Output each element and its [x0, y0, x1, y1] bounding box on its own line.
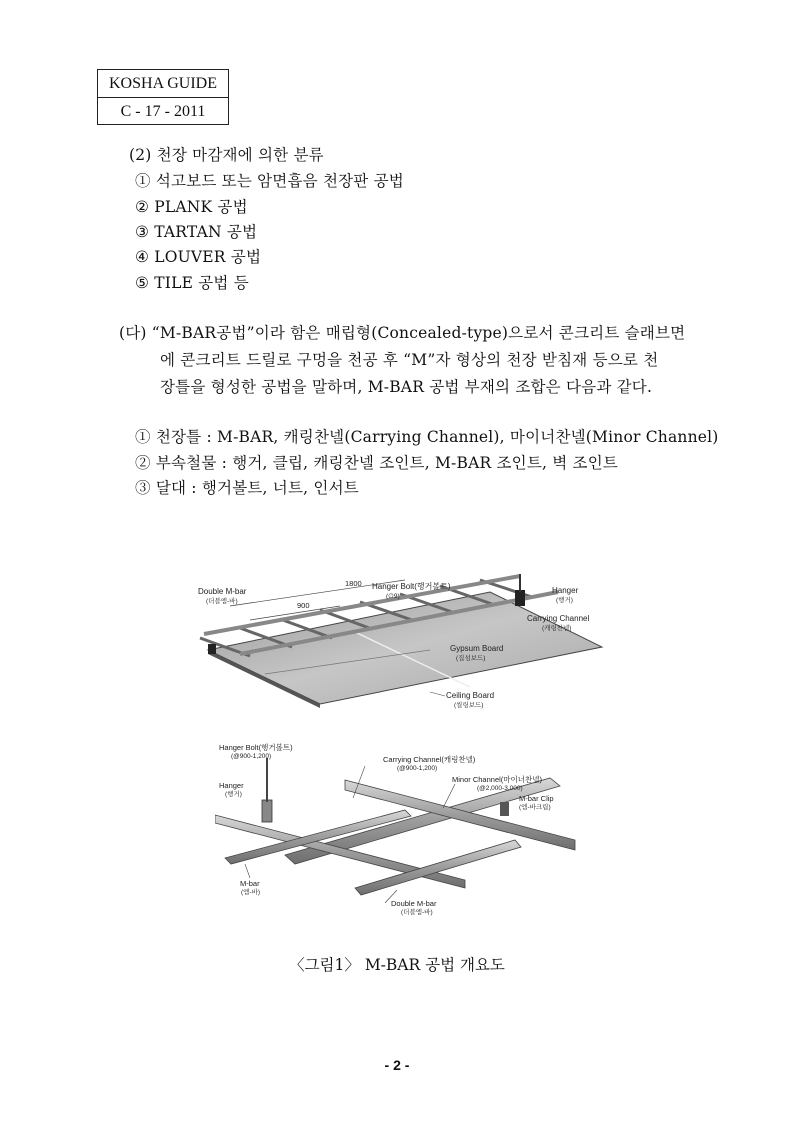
label-hanger-b-ko: (행거)	[225, 791, 242, 798]
hanger-shape	[515, 590, 525, 606]
guide-header-box	[97, 69, 229, 125]
frame-detail-figure	[215, 740, 585, 920]
label-hanger-ko: (행거)	[556, 597, 573, 604]
page-number: - 2 -	[384, 1057, 410, 1073]
label-gypsum-board-ko: (집섬보드)	[456, 655, 486, 662]
section-da-item-3: ③ 달대 : 행거볼트, 너트, 인서트	[135, 479, 359, 497]
label-gypsum-board: Gypsum Board	[450, 644, 504, 653]
label-hanger-b: Hanger	[219, 781, 244, 790]
section2-item-1: ① 석고보드 또는 암면흡음 천장판 공법	[135, 172, 404, 190]
leader-ceiling-board	[430, 692, 445, 696]
leader-minor-channel	[443, 784, 455, 808]
label-double-mbar-b-ko: (더블엠-바)	[401, 909, 433, 916]
guide-code: C - 17 - 2011	[98, 97, 228, 125]
section2-heading: (2) 천장 마감재에 의한 분류	[129, 146, 324, 164]
hanger-shape-2	[208, 644, 216, 654]
section2-item-2: ② PLANK 공법	[135, 198, 248, 216]
label-double-mbar-ko: (더블엠-바)	[206, 598, 238, 605]
section-da-line-1: (다) “M-BAR공법”이라 함은 매립형(Concealed-type)으로서 콘크리트 슬래브면	[119, 324, 686, 342]
label-minor-channel: Minor Channel(마이너찬넬)	[452, 775, 542, 784]
label-carrying-channel-spacing: (@900-1,200)	[397, 765, 438, 772]
section-da-line-3: 장틀을 형성한 공법을 말하며, M-BAR 공법 부재의 조합은 다음과 같다.	[160, 378, 653, 396]
figure-caption: 〈그림1〉 M-BAR 공법 개요도	[289, 956, 505, 974]
label-mbar-ko: (엠-바)	[241, 889, 261, 896]
label-hanger-bolt-b: Hanger Bolt(행거볼트)	[219, 743, 293, 752]
label-mbar: M-bar	[240, 879, 260, 888]
label-hanger-bolt-spacing: (@900-1,200)	[231, 753, 272, 760]
section-da-item-1: ① 천장틀 : M-BAR, 캐링찬넬(Carrying Channel), 마이너찬넬(Minor Channel)	[135, 428, 719, 446]
section2-item-5: ⑤ TILE 공법 등	[135, 274, 249, 292]
label-mbar-clip-ko: (엠-바크립)	[519, 804, 551, 811]
label-carrying-channel: Carrying Channel	[527, 614, 590, 623]
section-da-item-2: ② 부속철물 : 행거, 클립, 캐링찬넬 조인트, M-BAR 조인트, 벽 조인트	[135, 454, 619, 472]
guide-title: KOSHA GUIDE	[109, 75, 217, 92]
label-hanger-bolt: Hanger Bolt(행거볼트)	[372, 582, 451, 591]
leader-mbar	[245, 864, 250, 878]
hanger-bracket	[262, 800, 272, 822]
label-ceiling-board-ko: (씰링보드)	[454, 702, 484, 709]
section-da-line-2: 에 콘크리트 드릴로 구멍을 천공 후 “M”자 형상의 천장 받침재 등으로 천	[160, 351, 659, 369]
ceiling-assembly-figure	[190, 572, 610, 712]
section2-item-4: ④ LOUVER 공법	[135, 248, 262, 266]
label-mbar-clip: M-bar Clip	[519, 794, 554, 803]
label-1800: 1800	[345, 579, 362, 588]
label-carrying-channel-b: Carrying Channel(캐링찬넬)	[383, 755, 476, 764]
label-minor-channel-spacing: (@2,000-3,000)	[477, 785, 523, 792]
double-mbar-bar	[355, 840, 521, 895]
label-900: 900	[297, 601, 310, 610]
label-hanger: Hanger	[552, 586, 579, 595]
label-double-mbar-b: Double M-bar	[391, 899, 437, 908]
label-ceiling-board: Ceiling Board	[446, 691, 495, 700]
section2-item-3: ③ TARTAN 공법	[135, 223, 258, 241]
mbar-clip-shape	[500, 802, 509, 816]
label-carrying-channel-ko: (캐링찬넬)	[542, 625, 572, 632]
label-double-mbar: Double M-bar	[198, 587, 247, 596]
label-hanger-bolt-dim: (∅9)	[386, 593, 400, 600]
